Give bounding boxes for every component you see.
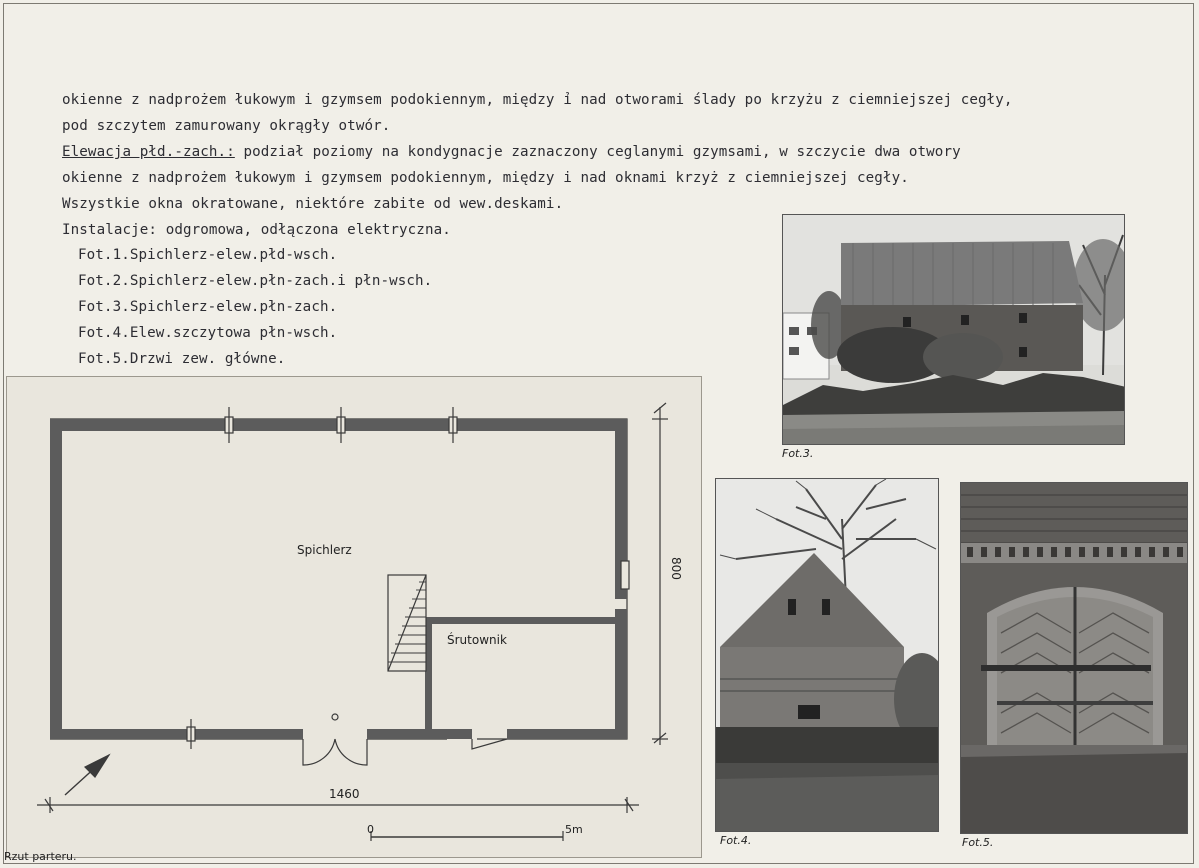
dimension-height: 800 (669, 557, 683, 580)
photo-list-item: Fot.5.Drzwi zew. główne. (78, 351, 286, 367)
granary-elevation-photo (783, 215, 1125, 445)
text-line-3 (62, 144, 961, 160)
photo-list-item: Fot.3.Spichlerz-elew.płn-zach. (78, 299, 338, 315)
scale-end-label: 5m (565, 823, 583, 836)
scale-start-label: 0 (367, 823, 374, 836)
dimension-width: 1460 (329, 787, 360, 801)
text-line-6: Instalacje: odgromowa, odłączona elektryczna. (62, 222, 451, 238)
room-label-small: Śrutownik (447, 633, 507, 647)
plan-caption: Rzut parteru. (4, 850, 77, 863)
caption-fot4: Fot.4. (720, 834, 752, 847)
photo-fot3 (782, 214, 1125, 445)
text-line-2: pod szczytem zamurowany okrągły otwór. (62, 118, 391, 134)
section-heading: Elewacja płd.-zach.: (62, 144, 235, 160)
text-line-5: Wszystkie okna okratowane, niektóre zabite od wew.deskami. (62, 196, 564, 212)
gable-elevation-photo (716, 479, 939, 832)
photo-list-item: Fot.2.Spichlerz-elew.płn-zach.i płn-wsch. (78, 273, 433, 289)
main-door-photo (961, 483, 1188, 834)
photo-fot5 (960, 482, 1188, 834)
room-label-main: Spichlerz (297, 543, 352, 557)
photo-list-item: Fot.4.Elew.szczytowa płn-wsch. (78, 325, 338, 341)
photo-fot4 (715, 478, 939, 832)
text-line-1: okienne z nadprożem łukowym i gzymsem podokiennym, między ỉ nad otworami ślady po krzyżu z ciemniejszej cegły, (62, 92, 1013, 108)
caption-fot3: Fot.3. (782, 447, 814, 460)
floor-plan-sheet (6, 376, 702, 858)
section-text: podział poziomy na kondygnacje zaznaczony ceglanymi gzymsami, w szczycie dwa otwory (234, 144, 961, 160)
text-line-4: okienne z nadprożem łukowym i gzymsem podokiennym, między i nad oknami krzyż z ciemniejszej cegły. (62, 170, 909, 186)
photo-list-item: Fot.1.Spichlerz-elew.płd-wsch. (78, 247, 338, 263)
caption-fot5: Fot.5. (962, 836, 994, 849)
